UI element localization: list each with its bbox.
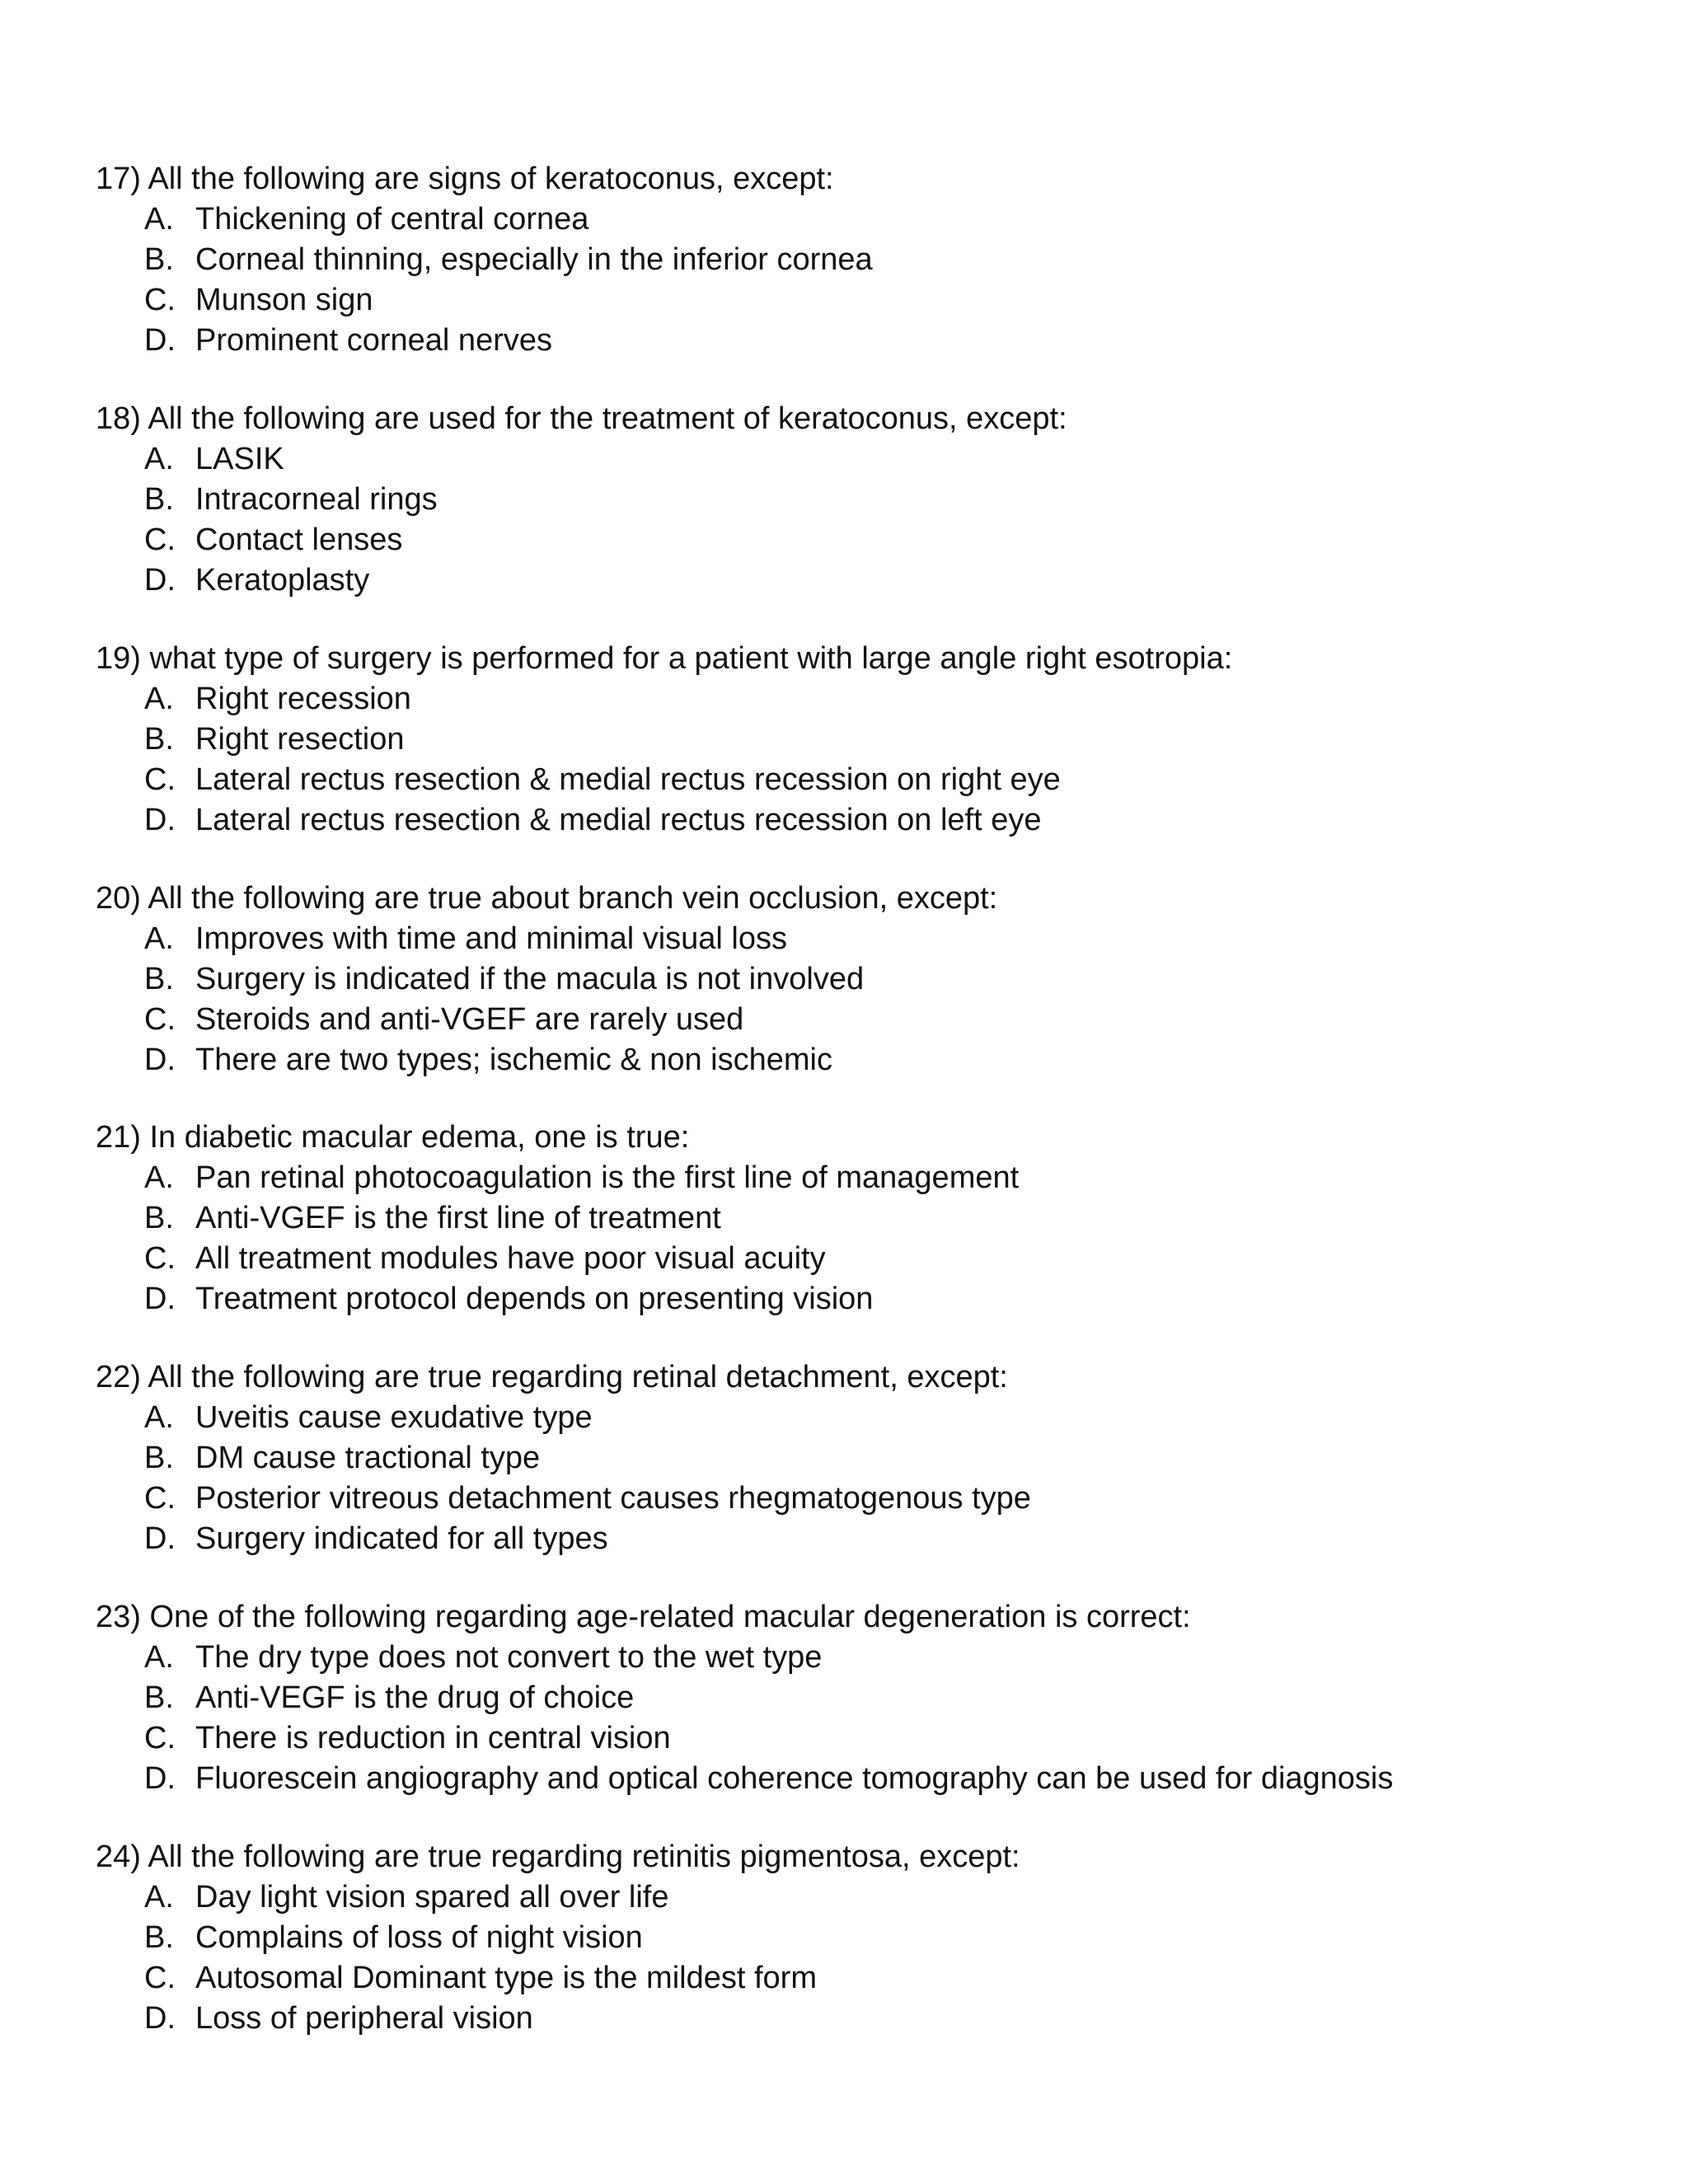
option-letter: B. bbox=[144, 482, 174, 517]
option-d bbox=[96, 560, 1629, 601]
option-letter: C. bbox=[144, 1961, 176, 1995]
option-d bbox=[96, 321, 1629, 361]
option-list bbox=[96, 199, 1629, 361]
question-stem: 17) All the following are signs of keratoconus, except: bbox=[96, 162, 834, 196]
option-d bbox=[96, 1759, 1629, 1799]
question-21 bbox=[96, 1118, 1629, 1319]
option-b bbox=[96, 1678, 1629, 1718]
option-letter: A. bbox=[144, 1160, 174, 1195]
option-c bbox=[96, 280, 1629, 321]
option-c bbox=[96, 1000, 1629, 1040]
option-text: Prominent corneal nerves bbox=[195, 323, 552, 358]
option-text: LASIK bbox=[195, 442, 284, 476]
option-letter: A. bbox=[144, 682, 174, 716]
option-letter: B. bbox=[144, 1920, 174, 1955]
option-a bbox=[96, 199, 1629, 240]
option-c bbox=[96, 1239, 1629, 1279]
option-text: All treatment modules have poor visual acuity bbox=[195, 1241, 826, 1276]
option-text: Treatment protocol depends on presenting vision bbox=[195, 1282, 874, 1316]
option-letter: C. bbox=[144, 1241, 176, 1276]
option-list bbox=[96, 1638, 1629, 1799]
option-d bbox=[96, 800, 1629, 841]
option-b bbox=[96, 240, 1629, 280]
option-c bbox=[96, 1718, 1629, 1759]
option-text: Surgery indicated for all types bbox=[195, 1521, 608, 1556]
option-letter: C. bbox=[144, 1721, 176, 1755]
option-letter: C. bbox=[144, 1481, 176, 1516]
option-a bbox=[96, 1158, 1629, 1198]
option-text: Loss of peripheral vision bbox=[195, 2001, 533, 2036]
option-d bbox=[96, 1279, 1629, 1319]
option-list bbox=[96, 439, 1629, 601]
option-text: There are two types; ischemic & non ischemic bbox=[195, 1043, 832, 1077]
option-text: Steroids and anti-VGEF are rarely used bbox=[195, 1002, 744, 1037]
option-text: Thickening of central cornea bbox=[195, 202, 589, 237]
question-20 bbox=[96, 879, 1629, 1080]
option-letter: A. bbox=[144, 921, 174, 956]
option-text: Contact lenses bbox=[195, 523, 403, 557]
question-24 bbox=[96, 1837, 1629, 2039]
option-text: Lateral rectus resection & medial rectus recession on right eye bbox=[195, 762, 1061, 797]
question-stem: 23) One of the following regarding age-related macular degeneration is correct: bbox=[96, 1600, 1191, 1634]
question-stem: 20) All the following are true about branch vein occlusion, except: bbox=[96, 881, 998, 916]
option-text: Keratoplasty bbox=[195, 563, 370, 598]
option-a bbox=[96, 1638, 1629, 1678]
option-c bbox=[96, 520, 1629, 560]
option-letter: B. bbox=[144, 722, 174, 757]
option-text: Autosomal Dominant type is the mildest form bbox=[195, 1961, 817, 1995]
option-letter: B. bbox=[144, 1680, 174, 1715]
option-b bbox=[96, 719, 1629, 760]
option-text: Uveitis cause exudative type bbox=[195, 1400, 593, 1435]
option-a bbox=[96, 679, 1629, 719]
option-letter: D. bbox=[144, 1761, 176, 1796]
option-text: Improves with time and minimal visual loss bbox=[195, 921, 788, 956]
option-letter: C. bbox=[144, 523, 176, 557]
option-d bbox=[96, 1519, 1629, 1559]
option-b bbox=[96, 1918, 1629, 1958]
option-letter: D. bbox=[144, 803, 176, 837]
option-b bbox=[96, 480, 1629, 520]
question-stem: 21) In diabetic macular edema, one is true: bbox=[96, 1120, 690, 1155]
option-letter: A. bbox=[144, 202, 174, 237]
question-18 bbox=[96, 399, 1629, 601]
option-letter: A. bbox=[144, 1880, 174, 1915]
option-a bbox=[96, 439, 1629, 480]
option-letter: A. bbox=[144, 442, 174, 476]
option-list bbox=[96, 1398, 1629, 1559]
option-text: Corneal thinning, especially in the inferior cornea bbox=[195, 242, 873, 277]
option-c bbox=[96, 1958, 1629, 1999]
option-letter: D. bbox=[144, 563, 176, 598]
option-b bbox=[96, 1438, 1629, 1479]
option-list bbox=[96, 679, 1629, 841]
option-text: There is reduction in central vision bbox=[195, 1721, 671, 1755]
question-stem: 22) All the following are true regarding retinal detachment, except: bbox=[96, 1360, 1008, 1394]
option-text: DM cause tractional type bbox=[195, 1441, 541, 1475]
option-text: Munson sign bbox=[195, 283, 373, 317]
option-text: Anti-VEGF is the drug of choice bbox=[195, 1680, 635, 1715]
question-23 bbox=[96, 1597, 1629, 1799]
option-c bbox=[96, 1479, 1629, 1519]
option-b bbox=[96, 959, 1629, 1000]
option-letter: D. bbox=[144, 1043, 176, 1077]
option-text: Surgery is indicated if the macula is not involved bbox=[195, 962, 865, 996]
option-letter: D. bbox=[144, 1521, 176, 1556]
option-letter: C. bbox=[144, 283, 176, 317]
option-d bbox=[96, 1040, 1629, 1080]
question-stem: 24) All the following are true regarding retinitis pigmentosa, except: bbox=[96, 1840, 1020, 1874]
option-text: Complains of loss of night vision bbox=[195, 1920, 643, 1955]
option-text: Fluorescein angiography and optical coherence tomography can be used for diagnosis bbox=[195, 1761, 1394, 1796]
option-text: Right recession bbox=[195, 682, 411, 716]
option-letter: B. bbox=[144, 1201, 174, 1235]
option-c bbox=[96, 760, 1629, 800]
option-a bbox=[96, 919, 1629, 959]
option-text: Anti-VGEF is the first line of treatment bbox=[195, 1201, 721, 1235]
option-a bbox=[96, 1877, 1629, 1918]
option-letter: C. bbox=[144, 762, 176, 797]
option-text: Posterior vitreous detachment causes rhegmatogenous type bbox=[195, 1481, 1031, 1516]
option-letter: A. bbox=[144, 1400, 174, 1435]
option-a bbox=[96, 1398, 1629, 1438]
question-22 bbox=[96, 1357, 1629, 1559]
option-text: Pan retinal photocoagulation is the first line of management bbox=[195, 1160, 1020, 1195]
option-letter: D. bbox=[144, 323, 176, 358]
option-text: Right resection bbox=[195, 722, 405, 757]
option-list bbox=[96, 919, 1629, 1080]
question-stem: 18) All the following are used for the treatment of keratoconus, except: bbox=[96, 401, 1067, 436]
option-letter: B. bbox=[144, 1441, 174, 1475]
question-17 bbox=[96, 159, 1629, 361]
option-letter: B. bbox=[144, 962, 174, 996]
option-text: Lateral rectus resection & medial rectus recession on left eye bbox=[195, 803, 1042, 837]
option-text: Day light vision spared all over life bbox=[195, 1880, 669, 1915]
question-stem: 19) what type of surgery is performed for a patient with large angle right esotropia: bbox=[96, 641, 1233, 676]
option-d bbox=[96, 1999, 1629, 2039]
option-list bbox=[96, 1158, 1629, 1319]
option-b bbox=[96, 1198, 1629, 1239]
option-letter: A. bbox=[144, 1640, 174, 1675]
option-letter: C. bbox=[144, 1002, 176, 1037]
option-text: Intracorneal rings bbox=[195, 482, 438, 517]
option-letter: B. bbox=[144, 242, 174, 277]
option-list bbox=[96, 1877, 1629, 2039]
option-text: The dry type does not convert to the wet type bbox=[195, 1640, 823, 1675]
option-letter: D. bbox=[144, 2001, 176, 2036]
option-letter: D. bbox=[144, 1282, 176, 1316]
question-19 bbox=[96, 639, 1629, 841]
